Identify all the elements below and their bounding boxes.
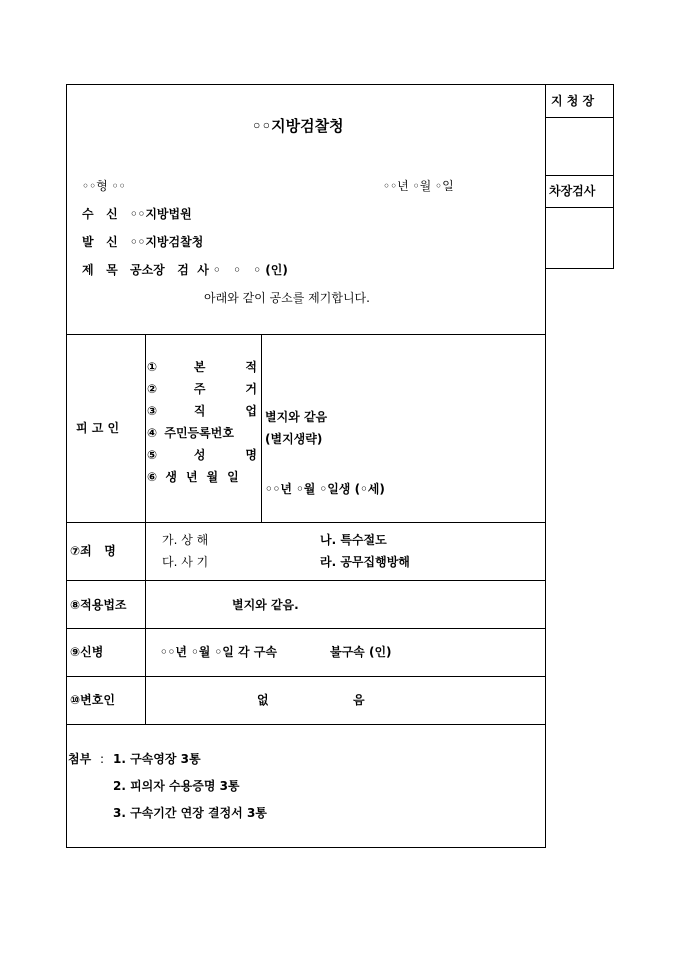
subject-label: 제 목 [82, 263, 118, 277]
sender-value: ◦◦지방검찰청 [130, 235, 204, 249]
defendant-value-same: 별지와 같음 [265, 410, 328, 424]
sender-label: 발 신 [82, 235, 118, 249]
charge-item-c: 다. 사 기 [162, 555, 209, 569]
defendant-value-omitted: (별지생략) [265, 432, 323, 446]
field-birthdate: ⑥ 생년월일 [147, 470, 248, 484]
detention-value-2: 불구속 (인) [330, 645, 392, 659]
doc-number: ◦◦형 ◦◦ [82, 179, 126, 193]
charge-item-b: 나. 특수절도 [320, 533, 387, 547]
field-name: ⑤ 성명 [147, 448, 297, 462]
subject-value: 공소장 검 사 ◦ ◦ ◦ (인) [130, 263, 288, 277]
defendant-value-birth: ◦◦년 ◦월 ◦일생 (◦세) [265, 482, 385, 496]
attachments-label: 첨부 [68, 752, 92, 766]
attorney-value-b: 음 [353, 693, 365, 707]
charges-label: ⑦죄 명 [70, 544, 116, 558]
doc-date: ◦◦년 ◦월 ◦일 [383, 179, 454, 193]
field-residence: ② 주거 [147, 382, 297, 396]
field-domicile: ① 본적 [147, 360, 297, 374]
applicable-law-value: 별지와 같음. [232, 598, 299, 612]
approval-chief-label: 지 청 장 [551, 94, 595, 108]
field-resident-number: ④ 주민등록번호 [147, 426, 234, 440]
recipient-value: ◦◦지방법원 [130, 207, 192, 221]
detention-label: ⑨신병 [70, 645, 104, 659]
indictment-form [66, 84, 546, 848]
attorney-value-a: 없 [257, 693, 269, 707]
attachment-item-1: 1. 구속영장 3통 [113, 752, 201, 766]
page-title: ◦◦지방검찰청 [252, 117, 344, 135]
recipient-label: 수 신 [82, 207, 118, 221]
attachments-separator: : [100, 752, 105, 766]
attorney-label: ⑩변호인 [70, 693, 115, 707]
attachment-item-3: 3. 구속기간 연장 결정서 3통 [113, 806, 267, 820]
field-occupation: ③ 직업 [147, 404, 297, 418]
applicable-law-label: ⑧적용법조 [70, 598, 127, 612]
detention-value: ◦◦년 ◦월 ◦일 각 구속 [160, 645, 277, 659]
defendant-label: 피 고 인 [76, 421, 120, 435]
intro-text: 아래와 같이 공소를 제기합니다. [204, 291, 370, 305]
approval-deputy-label: 차장검사 [549, 184, 596, 198]
approval-boxes [545, 84, 614, 269]
charge-item-a: 가. 상 해 [162, 533, 209, 547]
attachment-item-2: 2. 피의자 수용증명 3통 [113, 779, 240, 793]
charge-item-d: 라. 공무집행방해 [320, 555, 410, 569]
